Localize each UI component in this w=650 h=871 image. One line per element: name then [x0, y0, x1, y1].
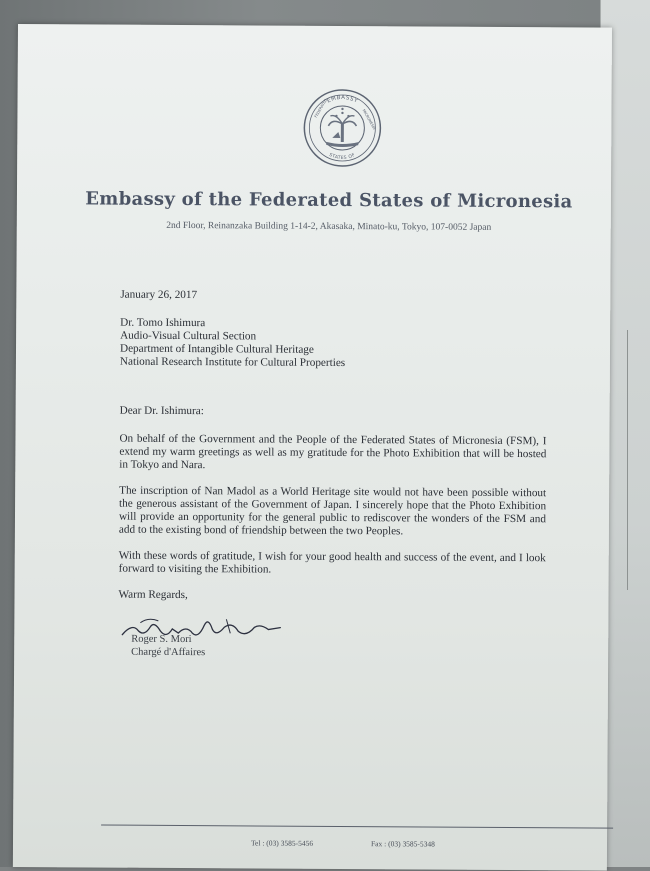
seal-top-text: EMBASSY [326, 94, 359, 105]
body-paragraph: On behalf of the Government and the People of the Federated States of Micronesia (FSM), I extend my warm greetings as well as my gratitude for the Photo Exhibition that will be hosted in Tokyo and Nara. [119, 432, 547, 472]
footer-fax: Fax : (03) 3585-5348 [370, 839, 435, 849]
body-paragraph: The inscription of Nan Madol as a World Heritage site would not have been possible without the generous assistant of the Government of Japan. I sincerely hope that the Photo Exhibition will provide an opportunity for the general public to rediscover the wonders of the FSM and add to the existing bond of friendship between the two Peoples. [118, 484, 547, 538]
embassy-address: 2nd Floor, Reinanzaka Building 1-14-2, Akasaka, Minato-ku, Tokyo, 107-0052 Japan [166, 220, 492, 233]
footer-divider [101, 825, 613, 829]
closing: Warm Regards, [118, 588, 188, 602]
seal-right-text: MICRONESIA [361, 108, 377, 131]
recipient-line: Dr. Tomo Ishimura [120, 316, 206, 330]
letter-date: January 26, 2017 [120, 288, 198, 302]
recipient-line: National Research Institute for Cultural Properties [119, 355, 346, 370]
svg-text:EMBASSY [326, 95, 359, 105]
seal-bottom-text: STATES OF [328, 152, 357, 161]
signatory-block [131, 633, 205, 659]
signatory-title: Chargé d'Affaires [131, 646, 206, 659]
seal-left-text: FEDERATED [313, 98, 328, 119]
signatory-name: Roger S. Mori [131, 633, 192, 646]
embassy-title: Embassy of the Federated States of Micronesia [85, 188, 573, 213]
recipient-line: Audio-Visual Cultural Section [120, 329, 257, 343]
letter-paper [13, 24, 612, 871]
footer-telephone: Tel : (03) 3585-5456 [250, 838, 314, 848]
embassy-seal-emblem [302, 88, 382, 168]
salutation: Dear Dr. Ishimura: [119, 404, 204, 418]
body-paragraph: With these words of gratitude, I wish for your good health and success of the event, and I look forward to visiting the Exhibition. [118, 549, 546, 576]
underlying-sheet-line [627, 330, 628, 590]
recipient-line: Department of Intangible Cultural Heritage [119, 342, 314, 356]
seal-center-palm-icon [326, 108, 358, 147]
recipient-block [120, 317, 346, 370]
